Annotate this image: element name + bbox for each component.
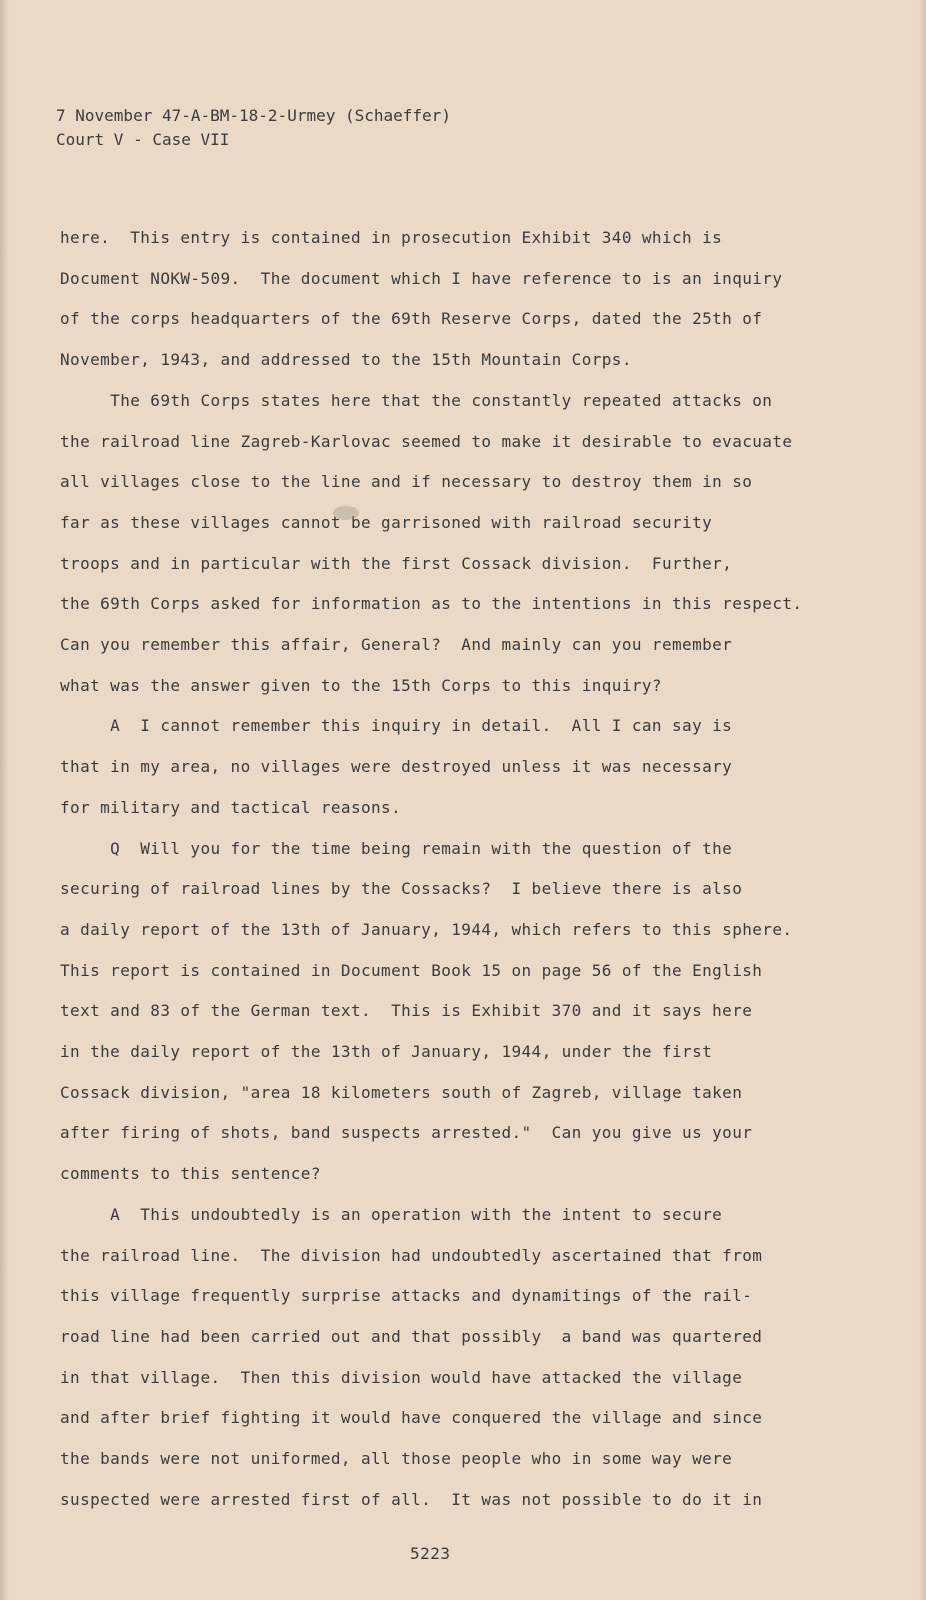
transcript-line: in that village. Then this division would have attacked the village	[60, 1368, 743, 1387]
transcript-line: November, 1943, and addressed to the 15th Mountain Corps.	[60, 350, 632, 369]
page-number: 5223	[410, 1544, 451, 1563]
transcript-line: A This undoubtedly is an operation with the intent to secure	[60, 1205, 723, 1224]
transcript-line: the railroad line Zagreb-Karlovac seemed to make it desirable to evacuate	[60, 432, 793, 451]
page-left-edge	[0, 0, 9, 1600]
document-header	[56, 104, 451, 152]
transcript-line: This report is contained in Document Book 15 on page 56 of the English	[60, 961, 763, 980]
transcript-line: A I cannot remember this inquiry in detail. All I can say is	[60, 716, 733, 735]
transcript-line: the 69th Corps asked for information as to the intentions in this respect.	[60, 594, 803, 613]
ink-smudge	[333, 506, 359, 520]
transcript-line: a daily report of the 13th of January, 1944, which refers to this sphere.	[60, 920, 793, 939]
transcript-line: the railroad line. The division had undoubtedly ascertained that from	[60, 1246, 763, 1265]
transcript-line: and after brief fighting it would have conquered the village and since	[60, 1408, 763, 1427]
transcript-line: Can you remember this affair, General? And mainly can you remember	[60, 635, 733, 654]
header-line-date-reference: 7 November 47-A-BM-18-2-Urmey (Schaeffer)	[56, 106, 451, 125]
transcript-line: after firing of shots, band suspects arrested." Can you give us your	[60, 1123, 753, 1142]
transcript-line: securing of railroad lines by the Cossacks? I believe there is also	[60, 879, 743, 898]
transcript-line: troops and in particular with the first Cossack division. Further,	[60, 554, 733, 573]
transcript-line: Q Will you for the time being remain with the question of the	[60, 839, 733, 858]
transcript-line: Cossack division, "area 18 kilometers south of Zagreb, village taken	[60, 1083, 743, 1102]
transcript-line: suspected were arrested first of all. It was not possible to do it in	[60, 1490, 763, 1509]
transcript-line: for military and tactical reasons.	[60, 798, 402, 817]
transcript-line: text and 83 of the German text. This is Exhibit 370 and it says here	[60, 1001, 753, 1020]
transcript-line: what was the answer given to the 15th Corps to this inquiry?	[60, 676, 662, 695]
transcript-line: road line had been carried out and that possibly a band was quartered	[60, 1327, 763, 1346]
transcript-line: far as these villages cannot be garrisoned with railroad security	[60, 513, 713, 532]
transcript-line: comments to this sentence?	[60, 1164, 321, 1183]
transcript-line: the bands were not uniformed, all those people who in some way were	[60, 1449, 733, 1468]
transcript-line: here. This entry is contained in prosecution Exhibit 340 which is	[60, 228, 723, 247]
transcript-line: The 69th Corps states here that the constantly repeated attacks on	[60, 391, 773, 410]
page-right-edge	[919, 0, 926, 1600]
transcript-line: all villages close to the line and if necessary to destroy them in so	[60, 472, 753, 491]
transcript-line: that in my area, no villages were destroyed unless it was necessary	[60, 757, 733, 776]
transcript-line: in the daily report of the 13th of January, 1944, under the first	[60, 1042, 713, 1061]
header-line-court-case: Court V - Case VII	[56, 130, 230, 149]
transcript-line: this village frequently surprise attacks and dynamitings of the rail-	[60, 1286, 753, 1305]
transcript-line: Document NOKW-509. The document which I have reference to is an inquiry	[60, 269, 783, 288]
transcript-line: of the corps headquarters of the 69th Reserve Corps, dated the 25th of	[60, 309, 763, 328]
